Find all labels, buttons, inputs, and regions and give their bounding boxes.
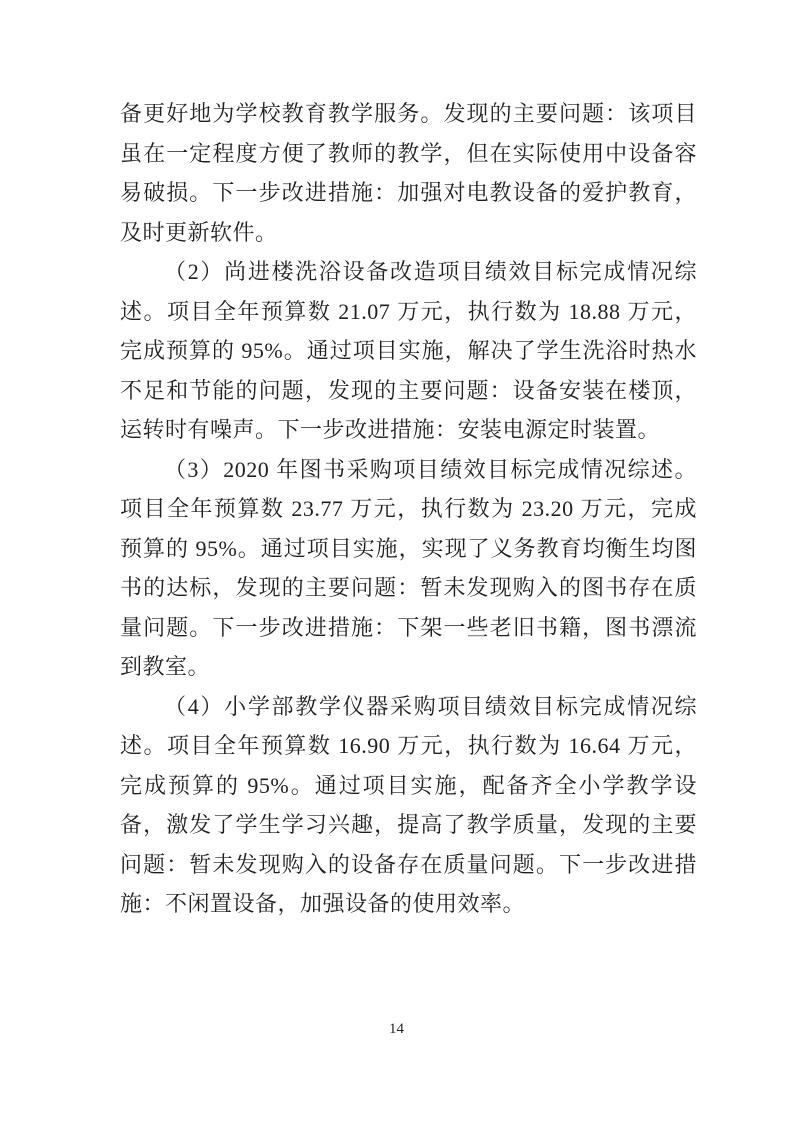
paragraph-item-4: （4）小学部教学仪器采购项目绩效目标完成情况综述。项目全年预算数 16.90 万元，执行数为 16.64 万元，完成预算的 95%。通过项目实施，配备齐全小学教学设备，激发了学生学习兴趣，提高了教学质量，发现的主要问题：暂未发现购入的设备存在质量问题。下一步改进措施：不闲置设备，加强设备的使用效率。 [120, 693, 697, 916]
body-text [120, 94, 697, 924]
paragraph-item-3: （3）2020 年图书采购项目绩效目标完成情况综述。项目全年预算数 23.77 万元，执行数为 23.20 万元，完成预算的 95%。通过项目实施，实现了义务教育均衡生均图书的达标，发现的主要问题：暂未发现购入的图书存在质量问题。下一步改进措施：下架一些老旧书籍，图书漂流到教室。 [120, 456, 697, 679]
paragraph-item-2: （2）尚进楼洗浴设备改造项目绩效目标完成情况综述。项目全年预算数 21.07 万元，执行数为 18.88 万元，完成预算的 95%。通过项目实施，解决了学生洗浴时热水不足和节能的问题，发现的主要问题：设备安装在楼顶，运转时有噪声。下一步改进措施：安装电源定时装置。 [120, 259, 697, 442]
page-number: 14 [389, 1021, 404, 1037]
paragraph-continuation: 备更好地为学校教育教学服务。发现的主要问题：该项目虽在一定程度方便了教师的教学，但在实际使用中设备容易破损。下一步改进措施：加强对电教设备的爱护教育，及时更新软件。 [120, 101, 697, 245]
